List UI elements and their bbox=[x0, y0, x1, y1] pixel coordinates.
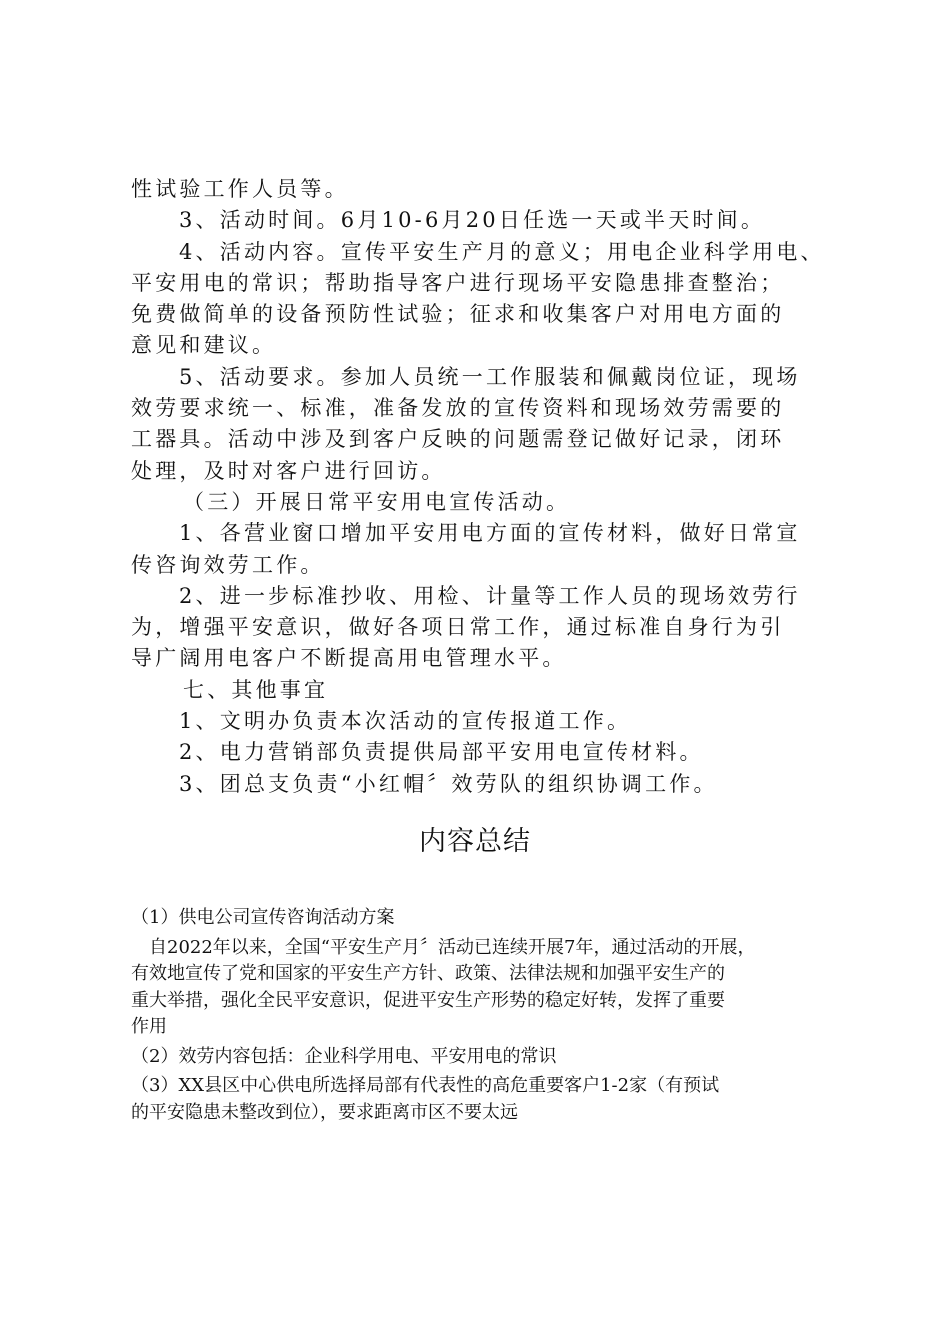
body-line: 工器具。活动中涉及到客户反映的问题需登记做好记录，闭环 bbox=[131, 427, 785, 452]
body-line: 5、活动要求。参加人员统一工作服装和佩戴岗位证，现场 bbox=[179, 364, 801, 389]
body-line: 导广阔用电客户不断提高用电管理水平。 bbox=[131, 646, 567, 671]
summary-item: （1）供电公司宣传咨询活动方案 bbox=[131, 907, 395, 928]
body-line: 免费做简单的设备预防性试验；征求和收集客户对用电方面的 bbox=[131, 302, 785, 327]
section-heading: 七、其他事宜 bbox=[183, 677, 329, 702]
body-line: 效劳要求统一、标准，准备发放的宣传资料和现场效劳需要的 bbox=[131, 396, 785, 421]
summary-item: 重大举措，强化全民平安意识，促进平安生产形势的稳定好转，发挥了重要 bbox=[131, 989, 725, 1011]
body-line: 传咨询效劳工作。 bbox=[131, 552, 325, 577]
body-line: 平安用电的常识；帮助指导客户进行现场平安隐患排查整治； bbox=[131, 270, 785, 295]
summary-item: 有效地宣传了党和国家的平安生产方针、政策、法律法规和加强平安生产的 bbox=[131, 963, 725, 984]
body-line: 3、活动时间。6月10-6月20日任选一天或半天时间。 bbox=[179, 208, 766, 233]
body-line: 性试验工作人员等。 bbox=[131, 177, 349, 201]
summary-section bbox=[131, 905, 851, 1129]
body-line: 1、文明办负责本次活动的宣传报道工作。 bbox=[179, 709, 632, 734]
body-line: 处理，及时对客户进行回访。 bbox=[131, 458, 446, 483]
summary-item: 的平安隐患未整改到位），要求距离市区不要太远 bbox=[131, 1101, 518, 1123]
body-line: 意见和建议。 bbox=[131, 333, 277, 358]
summary-item: （3）XX县区中心供电所选择局部有代表性的高危重要客户1-2家（有预试 bbox=[131, 1075, 720, 1096]
body-line: 3、团总支负责“小红帽〞效劳队的组织协调工作。 bbox=[179, 771, 718, 796]
summary-item: 自2022年以来，全国“平安生产月〞活动已连续开展7年，通过活动的开展， bbox=[149, 936, 756, 958]
body-line: 1、各营业窗口增加平安用电方面的宣传材料，做好日常宣 bbox=[179, 521, 801, 546]
body-line: 4、活动内容。宣传平安生产月的意义；用电企业科学用电、 bbox=[179, 239, 825, 264]
summary-item: 作用 bbox=[131, 1016, 167, 1037]
body-line: 2、进一步标准抄收、用检、计量等工作人员的现场效劳行 bbox=[179, 583, 801, 608]
summary-item: （2）效劳内容包括：企业科学用电、平安用电的常识 bbox=[131, 1045, 557, 1067]
summary-title: 内容总结 bbox=[419, 826, 531, 857]
section-heading: （三）开展日常平安用电宣传活动。 bbox=[183, 489, 571, 514]
document-body bbox=[131, 174, 851, 800]
body-line: 2、电力营销部负责提供局部平安用电宣传材料。 bbox=[179, 740, 704, 765]
body-line: 为，增强平安意识，做好各项日常工作，通过标准自身行为引 bbox=[131, 615, 785, 640]
